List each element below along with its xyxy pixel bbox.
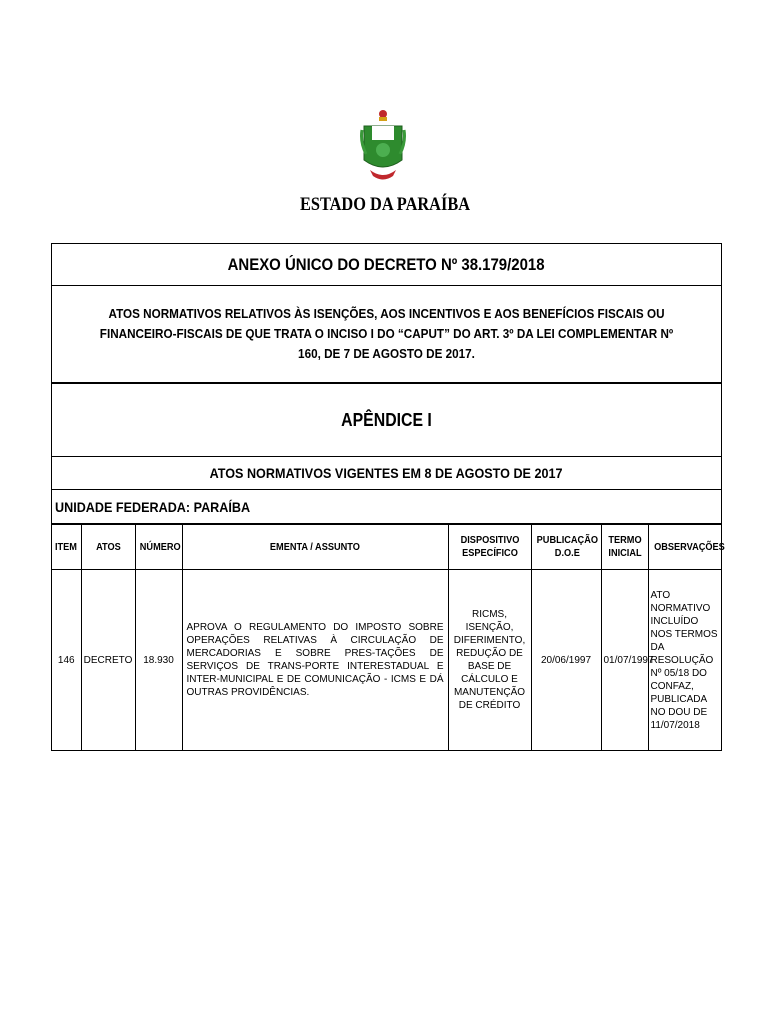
annex-subtitle: ATOS NORMATIVOS RELATIVOS ÀS ISENÇÕES, AOS INCENTIVOS E AOS BENEFÍCIOS FISCAIS OU FINANCEIRO-FISCAIS DE QUE TRATA O INCISO I DO “CAPUT” DO ART. 3º DA LEI COMPLEMENTAR Nº 160, DE 7 DE AGOSTO DE 2017.: [99, 306, 674, 361]
header-item: ITEM: [52, 525, 81, 570]
table-header-row: [52, 525, 721, 570]
header-dispositivo: DISPOSITIVO ESPECÍFICO: [448, 525, 531, 570]
header-numero: NÚMERO: [135, 525, 182, 570]
annex-frame: [51, 243, 725, 751]
header-atos: ATOS: [81, 525, 135, 570]
appendix-box: [52, 383, 721, 457]
table-row: [52, 570, 721, 751]
cell-ementa: APROVA O REGULAMENTO DO IMPOSTO SOBRE OPERAÇÕES RELATIVAS À CIRCULAÇÃO DE MERCADORIAS E SOBRE PRES-TAÇÕES DE SERVIÇOS DE TRANS-PORTE INTERESTADUAL E INTER-MUNICIPAL E DE COMUNICAÇÃO - ICMS E DÁ OUTRAS PROVIDÊNCIAS.: [182, 570, 448, 751]
appendix-title: APÊNDICE I: [341, 409, 432, 430]
vigentes-box: [52, 457, 721, 490]
cell-termo: 01/07/1997: [601, 570, 648, 751]
vigentes-title: ATOS NORMATIVOS VIGENTES EM 8 DE AGOSTO DE 2017: [210, 465, 563, 481]
header-observacoes: OBSERVAÇÕES: [648, 525, 721, 570]
cell-dispositivo: RICMS, ISENÇÃO, DIFERIMENTO, REDUÇÃO DE BASE DE CÁLCULO E MANUTENÇÃO DE CRÉDITO: [448, 570, 531, 751]
cell-observacoes: ATO NORMATIVO INCLUÍDO NOS TERMOS DA RESOLUÇÃO Nº 05/18 DO CONFAZ, PUBLICADA NO DOU DE 11/07/2018: [648, 570, 721, 751]
annex-title: ANEXO ÚNICO DO DECRETO Nº 38.179/2018: [228, 254, 545, 274]
unidade-federada: UNIDADE FEDERADA: PARAÍBA: [55, 498, 251, 515]
state-title: ESTADO DA PARAÍBA: [299, 194, 471, 215]
unidade-federada-box: [52, 490, 721, 524]
acts-table: [52, 524, 725, 751]
cell-item: 146: [52, 570, 81, 751]
cell-numero: 18.930: [135, 570, 182, 751]
annex-subtitle-box: [52, 286, 721, 383]
header-termo: TERMO INICIAL: [601, 525, 648, 570]
header-ementa: EMENTA / ASSUNTO: [182, 525, 448, 570]
cell-atos: DECRETO: [81, 570, 135, 751]
header-publicacao: PUBLICAÇÃO D.O.E: [531, 525, 601, 570]
annex-title-box: [52, 244, 721, 286]
coat-of-arms-icon: [358, 108, 408, 188]
cell-publicacao: 20/06/1997: [531, 570, 601, 751]
